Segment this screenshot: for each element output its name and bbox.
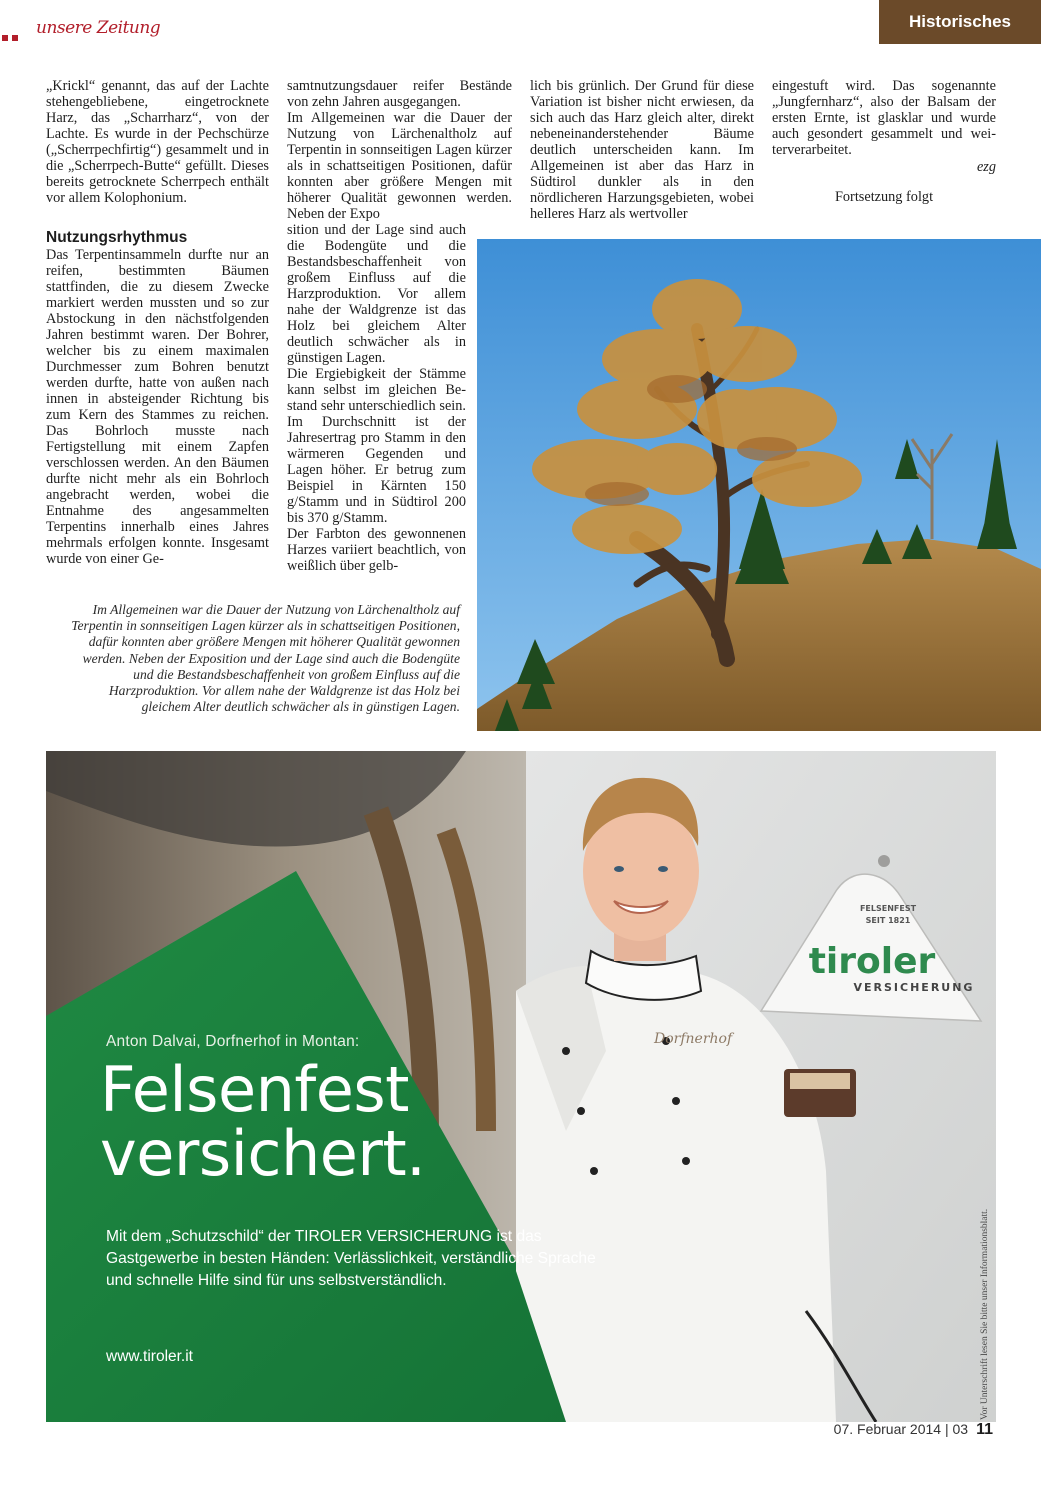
paragraph: Die Ergiebigkeit der Stämme kann selbst im gleichen Bestand sehr unterschiedlich sein. Im Durchschnitt ist der Jahresertrag pro Stamm in den wärmeren Gegenden und Lagen höher. Er betrug zum Beispiel in Kärnten 150 g/Stamm und in Südtirol 200 bis 370 g/Stamm. <box>287 366 466 526</box>
paragraph: Im Allgemeinen war die Dauer der Nutzung von Lärchenaltholz auf Terpentin in sonnseitigen Lagen kürzer als in schattseitigen Positionen, dafür konnten aber größere Mengen mit höherer Qualität gewonnen werden. Neben der Expo <box>287 110 512 222</box>
article-column-4 <box>772 78 996 205</box>
page-number: 11 <box>976 1421 993 1438</box>
ad-headline-line-1: Felsenfest <box>100 1053 409 1126</box>
brand-logo: unsere Zeitung <box>36 18 161 38</box>
continued-note: Fortsetzung folgt <box>834 189 934 205</box>
paragraph: lich bis grünlich. Der Grund für diese Variation ist bisher nicht erwiesen, da sich auch das Harz gleich alter, direkt nebeneinanderstehender Bäume deutlich unterscheiden kann. Im Allgemeinen ist aber das Harz in Südtirol dunkler als in den nördlicheren Harzungsgebieten, wobei helleres Harz als wertvoller <box>530 78 754 222</box>
ad-headline <box>100 1053 426 1190</box>
subheading: Nutzungsrhythmus <box>46 229 188 246</box>
issue-date: 07. Februar 2014 | 03 <box>833 1421 969 1437</box>
ad-headline-line-2: versichert. <box>100 1117 426 1190</box>
article-column-3 <box>530 78 754 222</box>
photo-caption: Im Allgemeinen war die Dauer der Nutzung von Lärchenaltholz auf Terpentin in sonnseitigen Lagen kürzer als in schattseitigen Positionen, dafür konnten aber größere Mengen mit höherer Qualität gewonnen werden. Neben der Exposition und der Lage sind auch die Bodengüte und die Bestandsbeschaffenheit von großem Einfluss auf die Harzproduktion. Vor allem nahe der Waldgrenze ist das Holz bei gleichem Alter deutlich schwächer als in günstigen Lagen. <box>71 602 460 715</box>
page-footer <box>834 1421 993 1439</box>
article-column-2 <box>287 78 512 222</box>
ad-disclaimer: Vor Unterschrift lesen Sie bitte unser Informationsblatt. <box>980 1208 990 1420</box>
jacket-embroidery: Dorfnerhof <box>654 1031 733 1047</box>
sign-tagline-1: FELSENFEST <box>859 904 917 913</box>
larch-tree-illustration <box>477 239 1041 731</box>
paragraph: samtnutzungsdauer reifer Bestände von zehn Jahren ausgegangen. <box>287 78 512 110</box>
ad-body: Mit dem „Schutzschild“ der TIROLER VERSICHERUNG ist das Gastgewerbe in besten Händen: Verlässlichkeit, verständliche Sprache und schnelle Hilfe sind für uns selbstverständlich. <box>106 1228 596 1289</box>
paragraph: Der Farbton des gewonnenen Harzes variiert beachtlich, von weißlich über gelb- <box>287 526 466 574</box>
ad-kicker: Anton Dalvai, Dorfnerhof in Montan: <box>106 1033 360 1050</box>
paragraph: „Krickl“ genannt, das auf der Lachte stehengebliebene, eingetrocknete Harz, das „Scharrharz“, von der Lachte. Es wurde in der Pechschürze („Scherrpechfirtig“) gesammelt und in die „Scherrpech-Butte“ gefüllt. Dieses bereits getrocknete Scherrpech enthält vor allem Kolophonium. <box>46 78 269 206</box>
sign-tagline-2: SEIT 1821 <box>865 916 911 925</box>
paragraph: Das Terpentinsammeln durfte nur an reifen, bestimmten Bäumen stattfinden, die zu diesem Zwecke markiert werden mussten und so zur Abstockung in den nächstfolgenden Jahren bestimmt waren. Der Bohrer, welcher bis zu einem maximalen Durchmesser zum Bohren benutzt werden durfte, hatte von außen nach innen in absteigender Richtung bis zum Kern des Stammes zu reichen. Das Bohrloch musste nach Fertigstellung mit einem Zapfen verschlossen werden. An den Bäumen durfte nicht mehr als ein Bohrloch angebracht werden, wobei die Entnahme des angesammelten Terpentins innerhalb eines Jahres mehrmals erfolgen konnte. Insgesamt wurde von einer Ge- <box>46 247 269 567</box>
article-column-1 <box>46 78 269 567</box>
author-signoff: ezg <box>976 159 996 175</box>
paragraph: eingestuft wird. Das sogenannte „Jungfernharz“, also der Balsam der ersten Ernte, ist glasklar und wurde auch gesondert gesammelt und weiterverarbeitet. <box>772 78 996 158</box>
ad-url-link[interactable]: www.tiroler.it <box>106 1348 193 1365</box>
article-column-2-narrow <box>287 222 466 574</box>
sign-sub: VERSICHERUNG <box>853 981 975 994</box>
sign-logo: tiroler <box>808 941 936 982</box>
section-tab: Historisches <box>879 0 1041 44</box>
paragraph: sition und der Lage sind auch die Bodengüte und die Bestandsbeschaffenheit von großem Einfluss auf die Harzproduktion. Vor allem nahe der Waldgrenze ist das Holz bei gleichem Alter deutlich schwächer als in günstigen Lagen. <box>287 222 466 366</box>
brand-dots <box>2 28 22 46</box>
larch-tree-photo <box>477 239 1041 731</box>
